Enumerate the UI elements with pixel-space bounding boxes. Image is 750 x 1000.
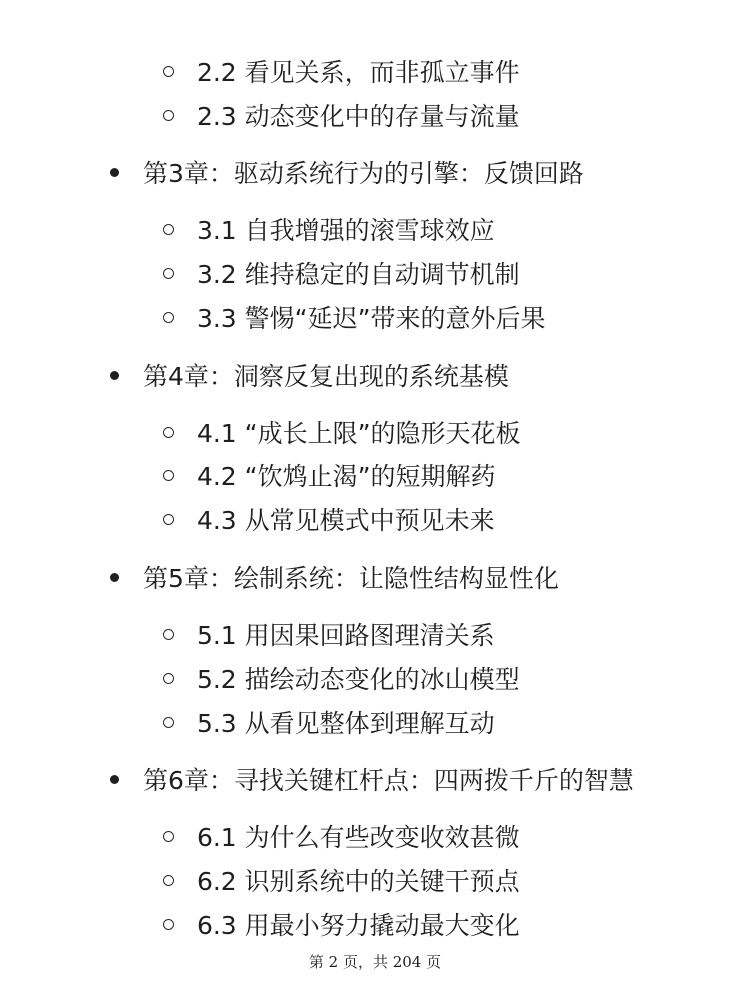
toc-subsection-label: 6.1 为什么有些改变收效甚微: [196, 823, 520, 852]
solid-bullet-icon: [110, 573, 119, 582]
toc-chapter-4[interactable]: [110, 356, 509, 396]
solid-bullet-icon: [110, 775, 119, 784]
solid-bullet-icon: [110, 168, 119, 177]
toc-subsection-label: 4.1 “成长上限”的隐形天花板: [196, 419, 521, 448]
toc-subsection-5-3[interactable]: [163, 703, 495, 743]
toc-subsection-label: 5.3 从看见整体到理解互动: [196, 709, 495, 738]
hollow-bullet-icon: [163, 66, 174, 77]
toc-subsection-label: 5.2 描绘动态变化的冰山模型: [196, 665, 520, 694]
toc-subsection-6-2[interactable]: [163, 861, 520, 901]
toc-subsection-3-3[interactable]: [163, 298, 546, 338]
toc-subsection-5-1[interactable]: [163, 615, 495, 655]
toc-subsection-label: 2.3 动态变化中的存量与流量: [196, 102, 520, 131]
toc-subsection-4-1[interactable]: [163, 413, 521, 453]
hollow-bullet-icon: [163, 427, 174, 438]
hollow-bullet-icon: [163, 470, 174, 481]
toc-chapter-label: 第5章：绘制系统：让隐性结构显性化: [142, 564, 559, 593]
toc-subsection-4-3[interactable]: [163, 500, 495, 540]
toc-chapter-5[interactable]: [110, 558, 559, 598]
hollow-bullet-icon: [163, 514, 174, 525]
hollow-bullet-icon: [163, 673, 174, 684]
toc-subsection-label: 3.3 警惕“延迟”带来的意外后果: [196, 304, 546, 333]
toc-chapter-3[interactable]: [110, 153, 584, 193]
hollow-bullet-icon: [163, 717, 174, 728]
hollow-bullet-icon: [163, 224, 174, 235]
toc-chapter-label: 第6章：寻找关键杠杆点：四两拨千斤的智慧: [142, 766, 634, 795]
page-number-footer: 第 2 页，共 204 页: [308, 953, 442, 971]
toc-chapter-label: 第3章：驱动系统行为的引擎：反馈回路: [142, 159, 584, 188]
hollow-bullet-icon: [163, 919, 174, 930]
toc-subsection-label: 4.3 从常见模式中预见未来: [196, 506, 495, 535]
toc-chapter-6[interactable]: [110, 760, 634, 800]
toc-subsection-5-2[interactable]: [163, 659, 520, 699]
hollow-bullet-icon: [163, 831, 174, 842]
toc-subsection-label: 2.2 看见关系，而非孤立事件: [196, 58, 520, 87]
toc-subsection-label: 3.2 维持稳定的自动调节机制: [196, 260, 520, 289]
hollow-bullet-icon: [163, 110, 174, 121]
toc-subsection-label: 3.1 自我增强的滚雪球效应: [196, 216, 495, 245]
hollow-bullet-icon: [163, 268, 174, 279]
hollow-bullet-icon: [163, 875, 174, 886]
toc-subsection-6-3[interactable]: [163, 905, 520, 945]
toc-subsection-label: 5.1 用因果回路图理清关系: [196, 621, 495, 650]
toc-subsection-2-3[interactable]: [163, 96, 520, 136]
toc-subsection-label: 4.2 “饮鸩止渴”的短期解药: [196, 462, 496, 491]
toc-subsection-4-2[interactable]: [163, 456, 496, 496]
toc-subsection-3-1[interactable]: [163, 210, 495, 250]
hollow-bullet-icon: [163, 629, 174, 640]
toc-subsection-3-2[interactable]: [163, 254, 520, 294]
toc-chapter-label: 第4章：洞察反复出现的系统基模: [142, 362, 509, 391]
solid-bullet-icon: [110, 371, 119, 380]
toc-subsection-label: 6.2 识别系统中的关键干预点: [196, 867, 520, 896]
toc-subsection-2-2[interactable]: [163, 52, 520, 92]
toc-subsection-6-1[interactable]: [163, 817, 520, 857]
toc-subsection-label: 6.3 用最小努力撬动最大变化: [196, 911, 520, 940]
hollow-bullet-icon: [163, 312, 174, 323]
